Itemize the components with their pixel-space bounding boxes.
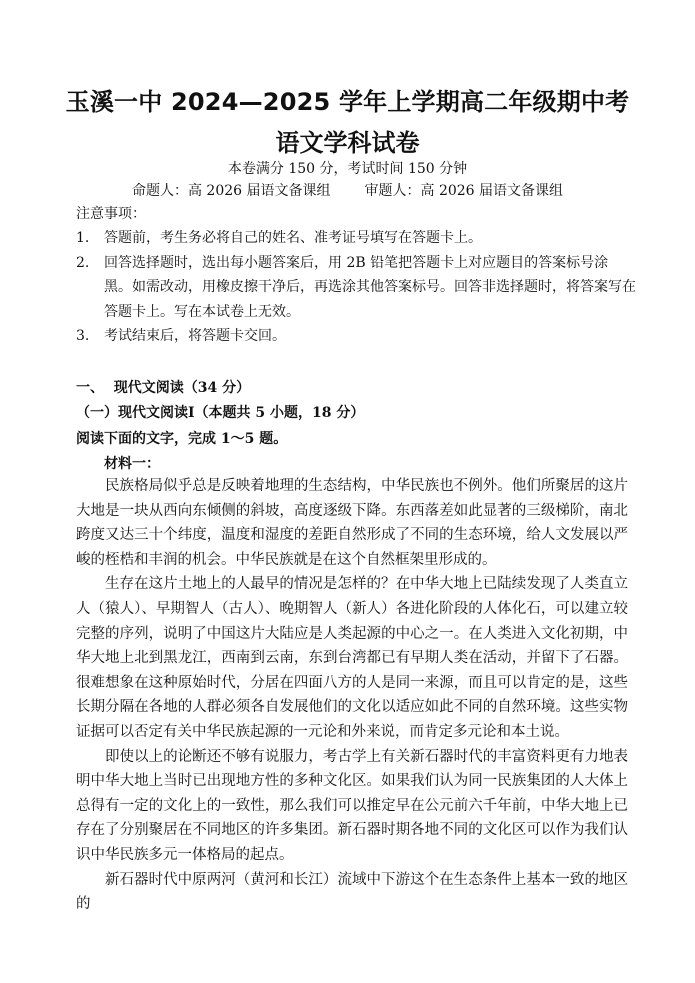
notice-number: 2. bbox=[76, 254, 90, 271]
notice-list bbox=[76, 226, 636, 349]
exam-subject-title: 语文学科试卷 bbox=[275, 129, 420, 157]
passage-paragraph: 即使以上的论断还不够有说服力，考古学上有关新石器时代的丰富资料更有力地表明中华大地上当时已出现地方性的多种文化区。如果我们认为同一民族集团的人大体上总得有一定的文化上的一致性，那么我们可以推定早在公元前六千年前，中华大地上已存在了分别聚居在不同地区的许多集团。新石器时期各地不同的文化区可以作为我们认识中华民族多元一体格局的起点。 bbox=[76, 748, 628, 863]
passage-paragraph: 生存在这片土地上的人最早的情况是怎样的？在中华大地上已陆续发现了人类直立人（猿人）、早期智人（古人）、晚期智人（新人）各进化阶段的人体化石，可以建立较完整的序列，说明了中国这片大陆应是人类起源的中心之一。在人类进入文化初期，中华大地上北到黑龙江，西南到云南，东到台湾都已有早期人类在活动，并留下了石器。很难想象在这种原始时代，分居在四面八方的人是同一来源，而且可以肯定的是，这些长期分隔在各地的人群必须各自发展他们的文化以适应如此不同的自然环境。这些实物证据可以否定有关中华民族起源的一元论和外来说，而肯定多元论和本土说。 bbox=[76, 576, 628, 740]
reading-passage bbox=[76, 474, 628, 917]
authors-line bbox=[0, 180, 695, 200]
author-reviewer: 审题人：高 2026 届语文备课组 bbox=[364, 183, 564, 199]
notice-heading: 注意事项： bbox=[76, 206, 146, 222]
notice-text: 考试结束后，将答题卡交回。 bbox=[104, 328, 286, 344]
material-label: 材料一： bbox=[104, 456, 160, 472]
passage-paragraph: 民族格局似乎总是反映着地理的生态结构，中华民族也不例外。他们所聚居的这片大地是一块从西向东倾侧的斜坡，高度逐级下降。东西落差如此显著的三级梯阶，南北跨度又达三十个纬度，温度和湿度的差距自然形成了不同的生态环境，给人文发展以严峻的桎梏和丰润的机会。中华民族就是在这个自然框架里形成的。 bbox=[76, 478, 628, 568]
subsection-heading: （一）现代文阅读Ⅰ（本题共 5 小题，18 分） bbox=[76, 405, 365, 421]
notice-text: 回答选择题时，选出每小题答案后，用 2B 铅笔把答题卡上对应题目的答案标号涂黑。如需改动，用橡皮擦干净后，再选涂其他答案标号。回答非选择题时，将答案写在答题卡上。写在本试卷上无效。 bbox=[104, 254, 636, 320]
notice-item bbox=[76, 226, 636, 251]
notice-item bbox=[76, 251, 636, 325]
exam-info: 本卷满分 150 分，考试时间 150 分钟 bbox=[227, 161, 468, 177]
notice-item bbox=[76, 324, 636, 349]
section-heading: 一、 现代文阅读（34 分） bbox=[76, 380, 251, 396]
reading-instruction: 阅读下面的文字，完成 1～5 题。 bbox=[76, 431, 288, 447]
passage-paragraph: 新石器时代中原两河（黄河和长江）流域中下游这个在生态条件上基本一致的地区的 bbox=[76, 871, 628, 913]
notice-text: 答题前，考生务必将自己的姓名、准考证号填写在答题卡上。 bbox=[104, 230, 482, 246]
notice-number: 3. bbox=[76, 328, 90, 344]
exam-title: 玉溪一中 2024—2025 学年上学期高二年级期中考 bbox=[65, 88, 630, 116]
author-setter: 命题人：高 2026 届语文备课组 bbox=[131, 183, 331, 199]
notice-number: 1. bbox=[76, 230, 90, 246]
